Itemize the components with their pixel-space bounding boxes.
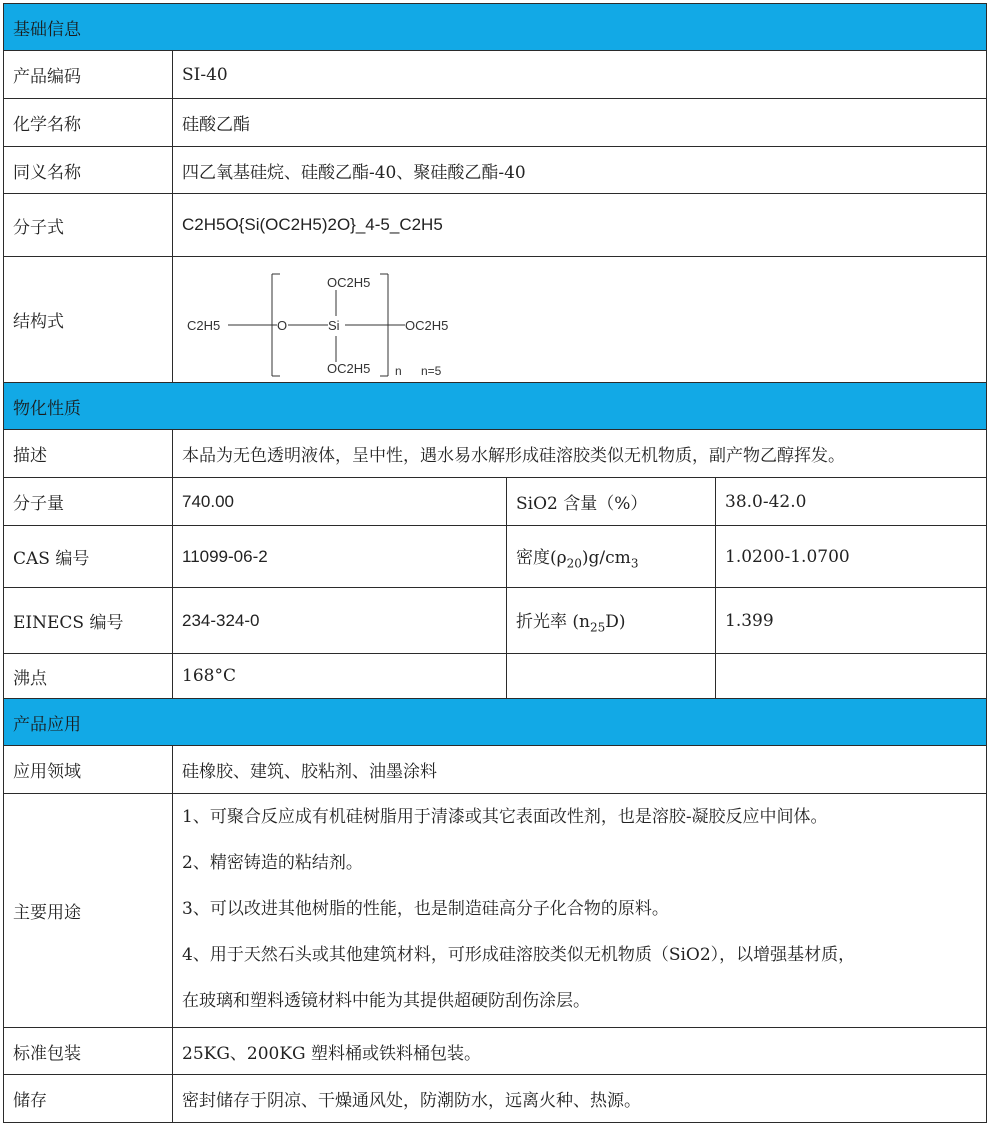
application-field-label: 应用领域 (4, 746, 173, 794)
main-uses-label: 主要用途 (4, 794, 173, 1028)
mw-value: 740.00 (173, 478, 507, 526)
row-product-code (4, 51, 987, 99)
structure-cell (173, 257, 987, 383)
section-title-physchem: 物化性质 (4, 383, 987, 430)
density-label-sub: 20 (566, 556, 582, 571)
chem-name-label: 化学名称 (4, 99, 173, 147)
section-title-application: 产品应用 (4, 699, 987, 746)
structural-formula-diagram (173, 258, 473, 382)
row-storage (4, 1075, 987, 1123)
section-header-basic (4, 4, 987, 51)
mw-label: 分子量 (4, 478, 173, 526)
row-cas-density (4, 526, 987, 588)
row-packaging (4, 1028, 987, 1075)
row-main-uses (4, 794, 987, 1028)
use-item: 在玻璃和塑料透镜材料中能为其提供超硬防刮伤涂层。 (182, 991, 590, 1011)
use-item: 2、精密铸造的粘结剂。 (182, 853, 363, 873)
density-value: 1.0200-1.0700 (716, 526, 987, 588)
main-uses-list (173, 794, 987, 1028)
refractive-value: 1.399 (716, 588, 987, 654)
struct-si-atom: Si (328, 317, 340, 333)
struct-right-group: OC2H5 (405, 317, 449, 333)
row-structure (4, 257, 987, 383)
density-label-post: )g/cm (581, 547, 631, 568)
structure-label: 结构式 (4, 257, 173, 383)
use-item: 1、可聚合反应成有机硅树脂用于清漆或其它表面改性剂，也是溶胶-凝胶反应中间体。 (182, 807, 828, 827)
struct-n-value: n=5 (421, 363, 442, 378)
use-item: 3、可以改进其他树脂的性能，也是制造硅高分子化合物的原料。 (182, 899, 669, 919)
cas-value: 11099-06-2 (173, 526, 507, 588)
storage-label: 储存 (4, 1075, 173, 1123)
formula-value: C2H5O{Si(OC2H5)2O}_4-5_C2H5 (173, 194, 987, 257)
synonyms-value: 四乙氧基硅烷、硅酸乙酯-40、聚硅酸乙酯-40 (173, 147, 987, 194)
density-label (507, 526, 716, 588)
row-mw-sio2 (4, 478, 987, 526)
description-label: 描述 (4, 430, 173, 478)
refractive-label-pre: 折光率 (n (516, 611, 590, 632)
section-header-physchem (4, 383, 987, 430)
empty-cell (507, 654, 716, 699)
row-synonyms (4, 147, 987, 194)
einecs-value: 234-324-0 (173, 588, 507, 654)
use-item: 4、用于天然石头或其他建筑材料，可形成硅溶胶类似无机物质（SiO2），以增强基材质， (182, 945, 856, 965)
density-label-pre: 密度(ρ (516, 547, 567, 568)
einecs-label: EINECS 编号 (4, 588, 173, 654)
struct-top-group: OC2H5 (327, 274, 371, 290)
row-application-field (4, 746, 987, 794)
spec-table (3, 3, 987, 1123)
struct-bottom-group: OC2H5 (327, 360, 371, 376)
refractive-label-sub: 25 (590, 620, 606, 635)
packaging-label: 标准包装 (4, 1028, 173, 1075)
description-value: 本品为无色透明液体，呈中性，遇水易水解形成硅溶胶类似无机物质，副产物乙醇挥发。 (173, 430, 987, 478)
density-label-sub2: 3 (630, 556, 639, 571)
struct-repeat-n: n (395, 363, 402, 378)
refractive-label (507, 588, 716, 654)
storage-value: 密封储存于阴凉、干燥通风处，防潮防水，远离火种、热源。 (173, 1075, 987, 1123)
application-field-value: 硅橡胶、建筑、胶粘剂、油墨涂料 (173, 746, 987, 794)
row-description (4, 430, 987, 478)
struct-left-group: C2H5 (187, 317, 221, 333)
packaging-value: 25KG、200KG 塑料桶或铁料桶包装。 (173, 1028, 987, 1075)
row-chem-name (4, 99, 987, 147)
boiling-point-value: 168°C (173, 654, 507, 699)
section-title-basic: 基础信息 (4, 4, 987, 51)
product-code-value: SI-40 (173, 51, 987, 99)
struct-o-atom: O (277, 317, 288, 333)
empty-cell (716, 654, 987, 699)
sio2-value: 38.0-42.0 (716, 478, 987, 526)
row-boiling-point (4, 654, 987, 699)
product-code-label: 产品编码 (4, 51, 173, 99)
formula-label: 分子式 (4, 194, 173, 257)
boiling-point-label: 沸点 (4, 654, 173, 699)
refractive-label-post: D) (605, 611, 626, 632)
sio2-label: SiO2 含量（%） (507, 478, 716, 526)
row-einecs-refr (4, 588, 987, 654)
synonyms-label: 同义名称 (4, 147, 173, 194)
row-formula (4, 194, 987, 257)
cas-label: CAS 编号 (4, 526, 173, 588)
chem-name-value: 硅酸乙酯 (173, 99, 987, 147)
section-header-application (4, 699, 987, 746)
